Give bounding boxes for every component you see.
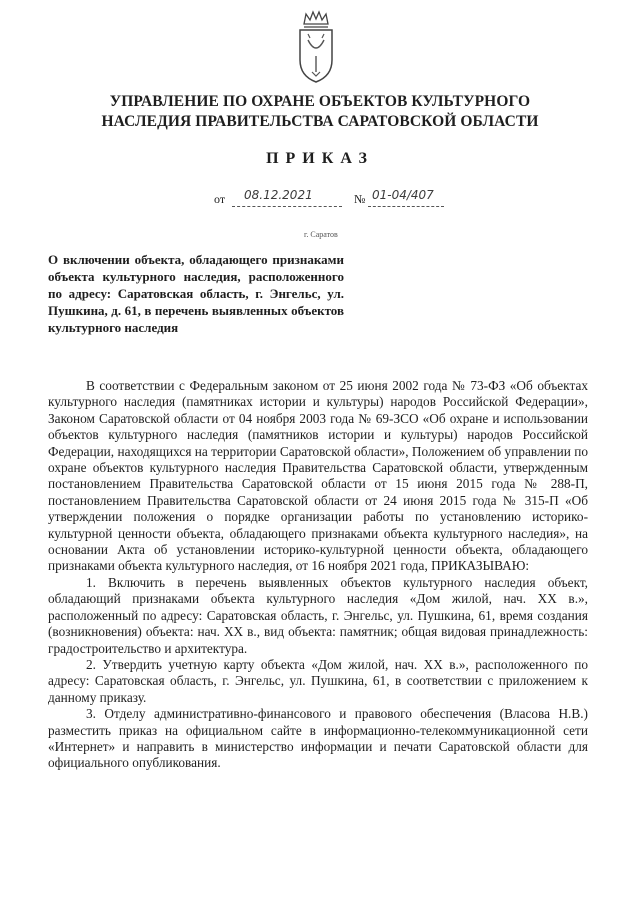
issuing-authority-line2: НАСЛЕДИЯ ПРАВИТЕЛЬСТВА САРАТОВСКОЙ ОБЛАСТИ — [101, 113, 539, 130]
order-item-2: 2. Утвердить учетную карту объекта «Дом жилой, нач. XX в.», расположенного по адресу: Саратовская область, г. Энгельс, ул. Пушкина, 61, в соответствии с приложением к данному приказу. — [48, 656, 588, 705]
issuing-authority-line1: УПРАВЛЕНИЕ ПО ОХРАНЕ ОБЪЕКТОВ КУЛЬТУРНОГО — [109, 93, 531, 110]
issuing-authority — [40, 92, 600, 132]
saratov-coat-of-arms-icon — [296, 10, 336, 84]
date-value: 08.12.2021 — [244, 188, 313, 202]
number-label: № — [354, 192, 366, 206]
date-number-line — [214, 189, 444, 211]
number-value: 01-04/407 — [372, 188, 434, 202]
preamble-paragraph: В соответствии с Федеральным законом от 25 июня 2002 года № 73-ФЗ «Об объектах культурного наследия (памятниках истории и культуры) народов Российской Федерации», Законом Саратовской области от 04 ноября 2003 года № 69-ЗСО «Об охране и использовании объектов культурного наследия (памятников истории и культуры) народов Российской Федерации, находящихся на территории Саратовской области», Положением об управлении по охране объектов культурного наследия Правительства Саратовской области, утвержденным постановлением Правительства Саратовской области от 15 июня 2015 года № 288-П, постановлением Правительства Саратовской области от 24 июня 2015 года № 315-П «Об утверждении положения о порядке организации работы по установлению историко-культурной ценности объекта, обладающего признаками объекта культурного наследия», на основании Акта об установлении историко-культурной ценности объекта, обладающего признаками объекта культурного наследия, от 16 ноября 2021 года, ПРИКАЗЫВАЮ: — [48, 378, 588, 574]
order-subject: О включении объекта, обладающего признаками объекта культурного наследия, расположенного по адресу: Саратовская область, г. Энгельс, ул. Пушкина, д. 61, в перечень выявленных объектов культурного наследия — [48, 252, 344, 335]
number-underline — [368, 206, 444, 207]
date-underline — [232, 206, 342, 207]
city-of-issue: г. Саратов — [304, 230, 338, 239]
document-type-title: ПРИКАЗ — [266, 150, 374, 167]
date-label: от — [214, 192, 226, 206]
order-item-1: 1. Включить в перечень выявленных объектов культурного наследия объект, обладающий признаками объекта культурного наследия «Дом жилой, нач. XX в.», расположенный по адресу: Саратовская область, г. Энгельс, ул. Пушкина, 61, время создания (возникновения) объекта: нач. XX в., вид объекта: памятник; общая видовая принадлежность: градостроительство и архитектура. — [48, 574, 588, 656]
order-item-3: 3. Отделу административно-финансового и правового обеспечения (Власова Н.В.) разместить приказ на официальном сайте в информационно-телекоммуникационной сети «Интернет» и направить в министерство информации и печати Саратовской области для официального опубликования. — [48, 706, 588, 771]
order-body — [48, 378, 588, 772]
